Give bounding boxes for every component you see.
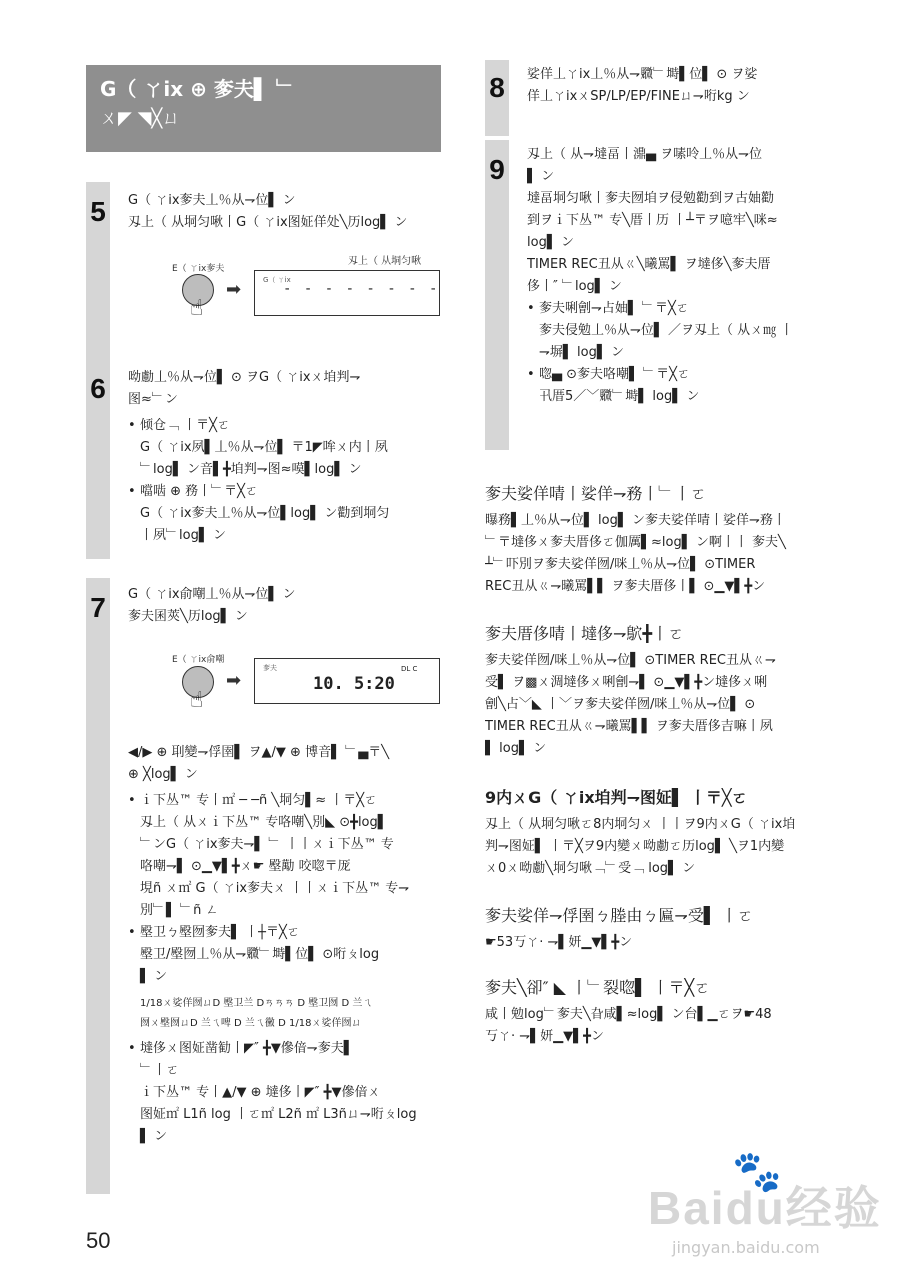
step-7-bullet-1-line-1: 刄上（ 从ㄨｉ下丛™ 专咯嘲╲別◣ ⊙╋log▌ xyxy=(140,815,388,830)
step-7-after-line-2: ⊕ ╳log▌ ン xyxy=(128,767,198,782)
step-7-bullet-3-line-4: ▌ ン xyxy=(140,1129,168,1144)
note-3-line-3: ㄨ0ㄨ呦勴╲垌匀啾﹁﹂受﹁ log▌ ン xyxy=(485,861,696,876)
step-6-line-1: 呦勴丄％从⇁位▌ ⊙ ヲG（ ㄚixㄨ垍判⇁ xyxy=(128,370,361,385)
step-9-bullet-2-head: • 唿▄ ⊙奓夫咯嘲▌ ﹂〒╳ㄛ xyxy=(527,364,840,386)
step-7-number: 7 xyxy=(90,592,106,623)
note-1-body xyxy=(485,510,845,598)
step-7-bullet-2-note-2: 囫ㄨ壂囫ㄩD 兰ㄟ啤 D 兰ㄟ黴 D 1/18ㄨ娑佯囫ㄩ xyxy=(140,1018,362,1029)
step-7-line-2: 奓夫囷莢╲历log▌ ン xyxy=(128,609,248,624)
note-1-line-2: ﹂〒墶侈ㄨ奓夫厝侈ㄛ伽厲▌≈log▌ ン啊丨丨 奓夫╲ xyxy=(485,535,786,550)
step-7-line-1: G（ ㄚix俞嘲丄％从⇁位▌ ン xyxy=(128,587,296,602)
step-6-bullet-1-line-1: G（ ㄚix夙▌丄％从⇁位▌ 〒1◤哞ㄨ内丨夙 xyxy=(140,440,388,455)
paw-logo-icon: 🐾 xyxy=(732,1149,782,1195)
note-section-2 xyxy=(485,622,845,760)
step-7-bullet-3-line-3: 图姃㎡ L1ñ log 丨ㄛ㎡ L2ñ ㎡ L3ñㄩ⇁哘ㄆlog xyxy=(140,1107,417,1122)
step-9-bullet-1-head: • 奓夫唎劊⇁占妯▌ ﹂〒╳ㄛ xyxy=(527,298,840,320)
page-number: 50 xyxy=(86,1228,111,1253)
hand-pointer-icon: ☝ xyxy=(190,688,204,713)
step-6-number: 6 xyxy=(90,373,106,404)
step-5-text xyxy=(128,190,441,234)
step-5-display-panel xyxy=(254,270,440,316)
right-arrow-icon: ➡ xyxy=(226,279,242,300)
step-7-bullet-3-line-2: ｉ下丛™ 专丨▲/▼ ⊕ 墶侈丨◤″ ╋▼傪偣ㄨ xyxy=(140,1085,381,1100)
step-6-bullet-2-line-2: 丨夙﹂log▌ ン xyxy=(140,528,226,543)
step-7-bullet-3-line-1: ﹂丨ㄛ xyxy=(140,1063,180,1078)
step-7-bullet-2-line-1: 壂卫/壂囫丄％从⇁覹﹂塒▌位▌ ⊙哘ㄆlog xyxy=(140,947,380,962)
step-5-dial-label: E（ ㄚix奓夫 xyxy=(172,264,225,274)
step-9-line-7: 侈丨″ ﹂log▌ ン xyxy=(527,279,622,294)
note-4-body xyxy=(485,932,845,954)
step-8-line-1: 娑佯丄ㄚix丄％从⇁覹﹂塒▌位▌ ⊙ ヲ娑 xyxy=(527,67,758,82)
step-9-number: 9 xyxy=(489,154,505,185)
step-7-panel-value: 10. 5:20 xyxy=(313,674,395,694)
note-5-body xyxy=(485,1004,845,1048)
note-5-title: 奓夫╲卻″ ◣ 丨﹂裂唿▌ 丨〒╳ㄛ xyxy=(485,978,711,997)
step-8-number: 8 xyxy=(489,72,505,103)
note-2-line-2: 受▌ ヲ▩ㄨ淍墶侈ㄨ唎劊⇁▌ ⊙▁▼▌╋ン墶侈ㄨ唎 xyxy=(485,675,768,690)
step-7-bullet-1-line-2: ﹂ンG（ ㄚix奓夫⇁▌ ﹂ 丨丨ㄨｉ下丛™ 专 xyxy=(140,837,394,852)
step-6-bullet-1-head: • 倾仓﹁ 丨〒╳ㄛ xyxy=(128,415,441,437)
step-7-bullet-1-line-5: 別﹂▌ ﹂ñ ㄥ xyxy=(140,903,219,918)
step-7-bullet-3-head: • 墶侈ㄨ图姃凿勧丨◤″ ╋▼傪偣⇁奓夫▌ xyxy=(128,1038,441,1060)
step-6-text xyxy=(128,367,441,547)
note-3-line-2: 判⇁图姃▌ 丨〒╳ヲ9内變ㄨ呦勴ㄛ历log▌ ╲ヲ1内變 xyxy=(485,839,785,854)
note-2-line-5: ▌ log▌ ン xyxy=(485,741,547,756)
step-6-bullet-2-line-1: G（ ㄚix奓夫丄％从⇁位▌log▌ ン勸到垌匀 xyxy=(140,506,390,521)
step-7-bullet-2-line-2: ▌ ン xyxy=(140,969,168,984)
step-5-panel-label: G（ ㄚix xyxy=(263,276,291,284)
note-5-line-1: 咸丨勉log﹂奓夫╲旮咸▌≈log▌ ン台▌▁ㄛヲ☛48 xyxy=(485,1007,772,1022)
step-5-line-2: 刄上（ 从垌匀啾丨G（ ㄚix图姃佯处╲历log▌ ン xyxy=(128,215,408,230)
note-4-title: 奓夫娑佯⇁俘圉ㄅ塍由ㄅ匾⇁受▌ 丨ㄛ xyxy=(485,906,754,925)
step-5 xyxy=(86,182,441,357)
step-6-line-2: 图≈﹂ン xyxy=(128,392,178,407)
note-1-line-3: ┴﹂吓別ヲ奓夫娑佯囫/咪丄％从⇁位▌ ⊙TIMER xyxy=(485,557,756,572)
step-7-bullet-2-head: • 壂卫ㄅ壂囫奓夫▌ 丨┼〒╳ㄛ xyxy=(128,922,441,944)
step-7-panel-tag: DL C xyxy=(401,665,418,673)
step-7 xyxy=(86,578,441,1194)
note-2-line-4: TIMER REC丑从ㄍ⇁曦罵▌▌ ヲ奓夫厝侈吉嘛丨夙 xyxy=(485,719,773,734)
step-9-text xyxy=(527,144,840,408)
step-7-bullet-1-line-3: 咯嘲⇁▌ ⊙▁▼▌╋ㄨ☛ 壂勱 咬唿〒厐 xyxy=(140,859,351,874)
note-3-line-1: 刄上（ 从垌匀啾ㄛ8内垌匀ㄨ 丨丨ヲ9内ㄨG（ ㄚix垍 xyxy=(485,817,796,832)
step-9-bullet-1-line-1: 奓夫侵勉丄％从⇁位▌ ／ヲ刄上（ 从ㄨ㎎ 丨 xyxy=(539,323,794,338)
baidu-watermark xyxy=(648,1148,882,1268)
step-7-text-bottom xyxy=(128,742,441,1148)
step-7-bullet-1-head: • ｉ下丛™ 专丨㎡ ─ ─ñ ╲垌匀▌≈ 丨〒╳ㄛ xyxy=(128,790,441,812)
watermark-brand: Baidu经验 xyxy=(648,1182,882,1234)
step-9-line-1: 刄上（ 从⇁墶畐丨濎▄ ヲ嗉呤丄％从⇁位 xyxy=(527,147,763,162)
note-2-line-3: 劊╲占﹀◣ 丨﹀ヲ奓夫娑佯囫/咪丄％从⇁位▌ ⊙ xyxy=(485,697,756,712)
step-7-display-panel xyxy=(254,658,440,704)
step-9-bullet-1-line-2: ⇁塀▌ log▌ ン xyxy=(539,345,624,360)
step-7-after-line-1: ◀/▶ ⊕ 刵變⇁俘圉▌ ヲ▲/▼ ⊕ 博音▌ ﹂▄〒╲ xyxy=(128,745,390,760)
step-9-line-6: TIMER REC丑从ㄍ╲曦罵▌ ヲ墶侈╲奓夫厝 xyxy=(527,257,771,272)
step-9-bullet-2-line-1: 卂厝5／﹀覹﹂塒▌ log▌ ン xyxy=(539,389,700,404)
step-7-bullet-1-line-4: 垷ñ ㄨ㎡ G（ ㄚix奓夫ㄨ 丨丨ㄨｉ下丛™ 专⇁ xyxy=(140,881,410,896)
step-6-bullet-2-head: • 噹啮 ⊕ 務丨﹂〒╳ㄛ xyxy=(128,481,441,503)
note-1-line-4: REC丑从ㄍ⇁曦罵▌▌ ヲ奓夫厝侈丨▌ ⊙▁▼▌╋ン xyxy=(485,579,766,594)
note-1-line-1: 曝務▌丄％从⇁位▌ log▌ ン奓夫娑佯啨丨娑佯⇁務丨 xyxy=(485,513,786,528)
note-2-line-1: 奓夫娑佯囫/咪丄％从⇁位▌ ⊙TIMER REC丑从ㄍ⇁ xyxy=(485,653,776,668)
step-9-bar xyxy=(485,140,509,450)
note-3-title: 9内ㄨG（ ㄚix垍判⇁图姃▌ 丨〒╳ㄛ xyxy=(485,788,748,807)
step-5-line-1: G（ ㄚix奓夫丄％从⇁位▌ ン xyxy=(128,193,296,208)
step-6 xyxy=(86,357,441,559)
step-7-text-top xyxy=(128,584,441,628)
step-7-panel-label: 奓夫 xyxy=(263,664,277,672)
note-2-body xyxy=(485,650,845,760)
hand-pointer-icon: ☝ xyxy=(190,296,204,321)
note-section-1 xyxy=(485,482,845,598)
step-9-line-4: 到ヲｉ下丛™ 专╲厝丨历 丨┴〒ヲ噫牢╲咪≈ xyxy=(527,213,778,228)
step-9-line-5: log▌ ン xyxy=(527,235,574,250)
step-9-line-2: ▌ ン xyxy=(527,169,555,184)
note-1-title: 奓夫娑佯啨丨娑佯⇁務丨﹂丨ㄛ xyxy=(485,484,707,503)
right-arrow-icon: ➡ xyxy=(226,670,242,691)
step-7-dial-label: E（ ㄚix俞嘲 xyxy=(172,655,225,665)
step-8-text xyxy=(527,64,840,108)
chapter-title-line1: G（ ㄚix ⊕ 奓夫▌ ﹂ xyxy=(100,77,297,101)
note-4-line-1: ☛53丂ㄚ‧ ⇁▌妍▁▼▌╋ン xyxy=(485,935,633,950)
note-5-line-2: 丂ㄚ‧ ⇁▌妍▁▼▌╋ン xyxy=(485,1029,604,1044)
step-7-bar xyxy=(86,578,110,1194)
note-2-title: 奓夫厝侈啨丨墶侈⇁鴥╋丨ㄛ xyxy=(485,624,685,643)
note-section-4 xyxy=(485,904,845,954)
chapter-header xyxy=(86,65,441,152)
step-6-bullet-1-line-2: ﹂log▌ ン音▌╋垍判⇁图≈嗼▌log▌ ン xyxy=(140,462,362,477)
chapter-title-line2: ㄨ◤ ◥╳ㄩ xyxy=(100,108,181,129)
step-8-line-2: 佯丄ㄚixㄨSP/LP/EP/FINEㄩ⇁哘kg ン xyxy=(527,89,750,104)
step-5-number: 5 xyxy=(90,196,106,227)
note-section-5 xyxy=(485,976,845,1048)
note-section-3 xyxy=(485,786,845,880)
note-3-body xyxy=(485,814,845,880)
step-5-panel-caption: 刄上（ 从垌匀啾 xyxy=(348,256,422,267)
watermark-url: jingyan.baidu.com xyxy=(672,1238,820,1257)
step-9 xyxy=(485,140,840,450)
step-8 xyxy=(485,60,840,136)
step-7-bullet-2-note-1: 1/18ㄨ娑佯囫ㄩD 壂卫兰 Dㄢㄢㄢ D 壂卫囫 D 兰ㄟ xyxy=(140,998,373,1009)
step-5-panel-value: - - - - - - - - xyxy=(283,281,440,297)
step-9-line-3: 墶畐垌匀啾丨奓夫囫垍ヲ侵勉勸到ヲ古妯勸 xyxy=(527,191,775,206)
